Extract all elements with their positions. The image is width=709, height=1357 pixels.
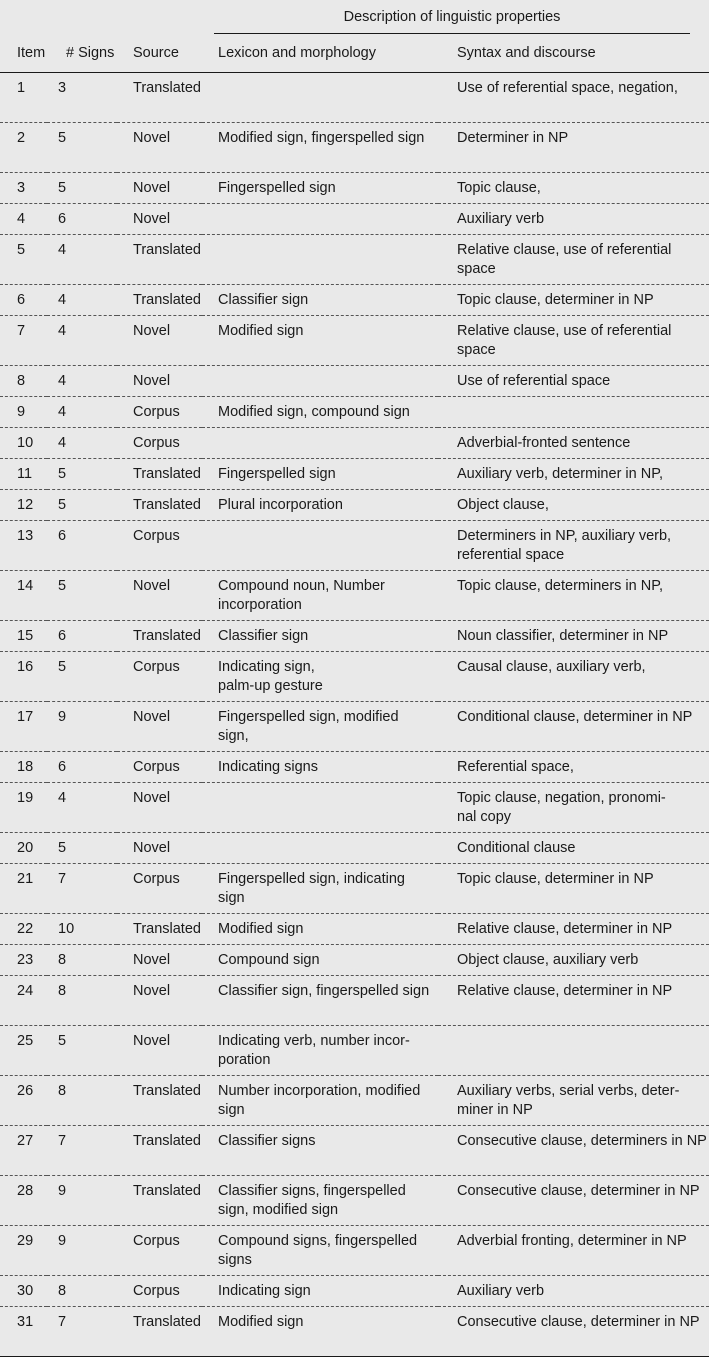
cell-syntax: Adverbial fronting, determiner in NP bbox=[457, 1233, 687, 1249]
cell-item: 5 bbox=[17, 242, 26, 258]
cell-source: Corpus bbox=[133, 871, 180, 887]
cell-lexicon: Plural incorporation bbox=[218, 497, 343, 513]
cell-lexicon: Modified sign, fingerspelled sign bbox=[218, 130, 425, 146]
cell-syntax: Referential space, bbox=[457, 759, 574, 775]
cell-source: Novel bbox=[133, 323, 171, 339]
cell-syntax bbox=[438, 397, 709, 428]
cell-item: 6 bbox=[17, 292, 26, 308]
cell-signs: 6 bbox=[58, 528, 67, 544]
cell-syntax: Object clause, bbox=[457, 497, 549, 513]
cell-lexicon bbox=[202, 204, 438, 235]
table-row bbox=[0, 833, 709, 864]
cell-signs: 5 bbox=[58, 497, 67, 513]
cell-signs: 4 bbox=[58, 323, 67, 339]
cell-lexicon: Number incorporation, modified sign bbox=[218, 1083, 421, 1118]
cell-item: 18 bbox=[17, 759, 34, 775]
table-row bbox=[0, 235, 709, 285]
table-row bbox=[0, 1026, 709, 1076]
cell-syntax: Relative clause, use of referential space bbox=[457, 242, 672, 277]
table-row bbox=[0, 397, 709, 428]
table-row bbox=[0, 976, 709, 1026]
cell-source: Translated bbox=[133, 1183, 201, 1199]
cell-lexicon: Fingerspelled sign bbox=[218, 180, 336, 196]
cell-item: 2 bbox=[17, 130, 26, 146]
cell-source: Translated bbox=[133, 497, 201, 513]
column-header-signs: # Signs bbox=[66, 45, 115, 61]
cell-signs: 9 bbox=[58, 1233, 67, 1249]
cell-source: Novel bbox=[133, 578, 171, 594]
table-row bbox=[0, 783, 709, 833]
cell-source: Corpus bbox=[133, 1233, 180, 1249]
table-row bbox=[0, 204, 709, 235]
cell-signs: 6 bbox=[58, 759, 67, 775]
cell-item: 3 bbox=[17, 180, 26, 196]
cell-item: 23 bbox=[17, 952, 34, 968]
cell-signs: 4 bbox=[58, 435, 67, 451]
cell-lexicon: Classifier sign bbox=[218, 292, 309, 308]
cell-signs: 9 bbox=[58, 709, 67, 725]
table-row bbox=[0, 752, 709, 783]
cell-item: 20 bbox=[17, 840, 34, 856]
cell-lexicon bbox=[202, 73, 438, 123]
cell-lexicon bbox=[202, 783, 438, 833]
cell-source: Novel bbox=[133, 130, 171, 146]
cell-source: Corpus bbox=[133, 528, 180, 544]
cell-lexicon: Fingerspelled sign, indicating sign bbox=[218, 871, 405, 906]
cell-lexicon: Modified sign bbox=[218, 1314, 304, 1330]
cell-item: 13 bbox=[17, 528, 34, 544]
cell-item: 1 bbox=[17, 80, 26, 96]
table-row bbox=[0, 945, 709, 976]
cell-lexicon: Classifier signs bbox=[218, 1133, 316, 1149]
cell-item: 30 bbox=[17, 1283, 34, 1299]
table-row bbox=[0, 864, 709, 914]
cell-source: Translated bbox=[133, 1083, 201, 1099]
cell-syntax: Use of referential space bbox=[457, 373, 611, 389]
cell-syntax: Auxiliary verbs, serial verbs, deter- miner in NP bbox=[457, 1083, 680, 1118]
table-row bbox=[0, 73, 709, 123]
cell-item: 10 bbox=[17, 435, 34, 451]
table-row bbox=[0, 1076, 709, 1126]
table-row bbox=[0, 1126, 709, 1176]
cell-signs: 7 bbox=[58, 1314, 67, 1330]
cell-signs: 5 bbox=[58, 130, 67, 146]
cell-item: 21 bbox=[17, 871, 34, 887]
cell-syntax: Use of referential space, negation, bbox=[457, 80, 678, 96]
cell-syntax: Topic clause, determiner in NP bbox=[457, 871, 654, 887]
cell-lexicon bbox=[202, 428, 438, 459]
table-row bbox=[0, 571, 709, 621]
cell-lexicon: Compound sign bbox=[218, 952, 320, 968]
cell-lexicon: Classifier sign bbox=[218, 628, 309, 644]
cell-lexicon: Compound noun, Number incorporation bbox=[218, 578, 385, 613]
cell-signs: 7 bbox=[58, 1133, 67, 1149]
cell-source: Corpus bbox=[133, 1283, 180, 1299]
cell-syntax bbox=[438, 1026, 709, 1076]
cell-lexicon: Indicating sign, palm-up gesture bbox=[218, 659, 323, 694]
cell-syntax: Causal clause, auxiliary verb, bbox=[457, 659, 646, 675]
cell-source: Translated bbox=[133, 242, 201, 258]
cell-signs: 6 bbox=[58, 211, 67, 227]
cell-syntax: Topic clause, bbox=[457, 180, 541, 196]
cell-syntax: Auxiliary verb bbox=[457, 211, 545, 227]
table-row bbox=[0, 459, 709, 490]
cell-syntax: Noun classifier, determiner in NP bbox=[457, 628, 669, 644]
cell-signs: 5 bbox=[58, 180, 67, 196]
cell-source: Novel bbox=[133, 709, 171, 725]
cell-item: 19 bbox=[17, 790, 34, 806]
cell-lexicon bbox=[202, 235, 438, 285]
cell-item: 27 bbox=[17, 1133, 34, 1149]
header-column-row bbox=[0, 38, 709, 73]
cell-item: 28 bbox=[17, 1183, 34, 1199]
cell-syntax: Determiners in NP, auxiliary verb, referential space bbox=[457, 528, 672, 563]
cell-signs: 4 bbox=[58, 242, 67, 258]
cell-source: Novel bbox=[133, 790, 171, 806]
cell-lexicon bbox=[202, 521, 438, 571]
cell-signs: 8 bbox=[58, 1283, 67, 1299]
cell-syntax: Adverbial-fronted sentence bbox=[457, 435, 631, 451]
cell-lexicon: Modified sign bbox=[218, 323, 304, 339]
cell-lexicon: Indicating signs bbox=[218, 759, 318, 775]
table-row bbox=[0, 521, 709, 571]
cell-signs: 10 bbox=[58, 921, 75, 937]
cell-source: Translated bbox=[133, 1314, 201, 1330]
table-row bbox=[0, 428, 709, 459]
cell-syntax: Consecutive clause, determiner in NP bbox=[457, 1183, 700, 1199]
cell-item: 29 bbox=[17, 1233, 34, 1249]
cell-source: Translated bbox=[133, 921, 201, 937]
table-row bbox=[0, 1226, 709, 1276]
table-row bbox=[0, 123, 709, 173]
cell-signs: 4 bbox=[58, 790, 67, 806]
cell-source: Corpus bbox=[133, 759, 180, 775]
table-body bbox=[0, 73, 709, 1357]
column-header-item: Item bbox=[17, 45, 46, 61]
cell-syntax: Consecutive clause, determiner in NP bbox=[457, 1314, 700, 1330]
table-row bbox=[0, 702, 709, 752]
cell-lexicon: Modified sign, compound sign bbox=[218, 404, 410, 420]
cell-lexicon bbox=[202, 366, 438, 397]
table-row bbox=[0, 1176, 709, 1226]
cell-signs: 5 bbox=[58, 466, 67, 482]
cell-syntax: Consecutive clause, determiners in NP bbox=[457, 1133, 707, 1149]
cell-item: 14 bbox=[17, 578, 34, 594]
cell-syntax: Conditional clause, determiner in NP bbox=[457, 709, 693, 725]
cell-lexicon: Classifier sign, fingerspelled sign bbox=[218, 983, 430, 999]
column-header-lexicon: Lexicon and morphology bbox=[218, 45, 376, 61]
cell-source: Corpus bbox=[133, 659, 180, 675]
cell-source: Translated bbox=[133, 466, 201, 482]
cell-signs: 4 bbox=[58, 292, 67, 308]
cell-source: Novel bbox=[133, 983, 171, 999]
cell-source: Translated bbox=[133, 292, 201, 308]
cell-item: 31 bbox=[17, 1314, 34, 1330]
cell-syntax: Determiner in NP bbox=[457, 130, 569, 146]
cell-item: 7 bbox=[17, 323, 26, 339]
cell-syntax: Conditional clause bbox=[457, 840, 576, 856]
cell-syntax: Relative clause, determiner in NP bbox=[457, 983, 673, 999]
cell-syntax: Object clause, auxiliary verb bbox=[457, 952, 639, 968]
cell-item: 15 bbox=[17, 628, 34, 644]
cell-source: Corpus bbox=[133, 404, 180, 420]
cell-item: 26 bbox=[17, 1083, 34, 1099]
cell-source: Novel bbox=[133, 373, 171, 389]
cell-lexicon: Compound signs, fingerspelled signs bbox=[218, 1233, 418, 1268]
cell-source: Novel bbox=[133, 840, 171, 856]
table-row bbox=[0, 914, 709, 945]
table-row bbox=[0, 621, 709, 652]
cell-lexicon: Classifier signs, fingerspelled sign, modified sign bbox=[218, 1183, 406, 1218]
cell-syntax: Relative clause, determiner in NP bbox=[457, 921, 673, 937]
cell-syntax: Relative clause, use of referential space bbox=[457, 323, 672, 358]
cell-lexicon: Modified sign bbox=[218, 921, 304, 937]
cell-signs: 4 bbox=[58, 373, 67, 389]
cell-signs: 8 bbox=[58, 952, 67, 968]
cell-syntax: Topic clause, determiners in NP, bbox=[457, 578, 664, 594]
cell-signs: 3 bbox=[58, 80, 67, 96]
table-row bbox=[0, 1276, 709, 1307]
cell-lexicon bbox=[202, 833, 438, 864]
cell-syntax: Topic clause, negation, pronomi- nal copy bbox=[457, 790, 666, 825]
cell-signs: 6 bbox=[58, 628, 67, 644]
cell-source: Novel bbox=[133, 952, 171, 968]
cell-source: Translated bbox=[133, 80, 201, 96]
cell-signs: 8 bbox=[58, 983, 67, 999]
cell-signs: 8 bbox=[58, 1083, 67, 1099]
cell-item: 4 bbox=[17, 211, 26, 227]
column-header-syntax: Syntax and discourse bbox=[457, 45, 596, 61]
group-header-description: Description of linguistic properties bbox=[214, 8, 690, 34]
cell-signs: 9 bbox=[58, 1183, 67, 1199]
cell-syntax: Auxiliary verb bbox=[457, 1283, 545, 1299]
cell-item: 22 bbox=[17, 921, 34, 937]
cell-signs: 7 bbox=[58, 871, 67, 887]
cell-item: 9 bbox=[17, 404, 26, 420]
cell-source: Translated bbox=[133, 1133, 201, 1149]
cell-item: 11 bbox=[17, 466, 33, 482]
cell-lexicon: Indicating verb, number incor- poration bbox=[218, 1033, 410, 1068]
cell-signs: 5 bbox=[58, 659, 67, 675]
cell-item: 17 bbox=[17, 709, 34, 725]
cell-lexicon: Fingerspelled sign, modified sign, bbox=[218, 709, 399, 744]
cell-item: 25 bbox=[17, 1033, 34, 1049]
cell-lexicon: Indicating sign bbox=[218, 1283, 311, 1299]
cell-source: Novel bbox=[133, 180, 171, 196]
cell-signs: 5 bbox=[58, 840, 67, 856]
table-row bbox=[0, 652, 709, 702]
table-row bbox=[0, 490, 709, 521]
cell-item: 8 bbox=[17, 373, 26, 389]
cell-source: Corpus bbox=[133, 435, 180, 451]
table-row bbox=[0, 285, 709, 316]
table-header bbox=[0, 0, 709, 73]
cell-item: 12 bbox=[17, 497, 34, 513]
cell-syntax: Topic clause, determiner in NP bbox=[457, 292, 654, 308]
cell-signs: 5 bbox=[58, 578, 67, 594]
table-row bbox=[0, 366, 709, 397]
cell-signs: 4 bbox=[58, 404, 67, 420]
cell-item: 16 bbox=[17, 659, 34, 675]
table-row bbox=[0, 1307, 709, 1357]
cell-source: Translated bbox=[133, 628, 201, 644]
cell-lexicon: Fingerspelled sign bbox=[218, 466, 336, 482]
cell-source: Novel bbox=[133, 211, 171, 227]
table-row bbox=[0, 173, 709, 204]
cell-source: Novel bbox=[133, 1033, 171, 1049]
cell-syntax: Auxiliary verb, determiner in NP, bbox=[457, 466, 664, 482]
cell-signs: 5 bbox=[58, 1033, 67, 1049]
column-header-source: Source bbox=[133, 45, 179, 61]
table-row bbox=[0, 316, 709, 366]
header-group-row bbox=[0, 0, 709, 38]
cell-item: 24 bbox=[17, 983, 34, 999]
